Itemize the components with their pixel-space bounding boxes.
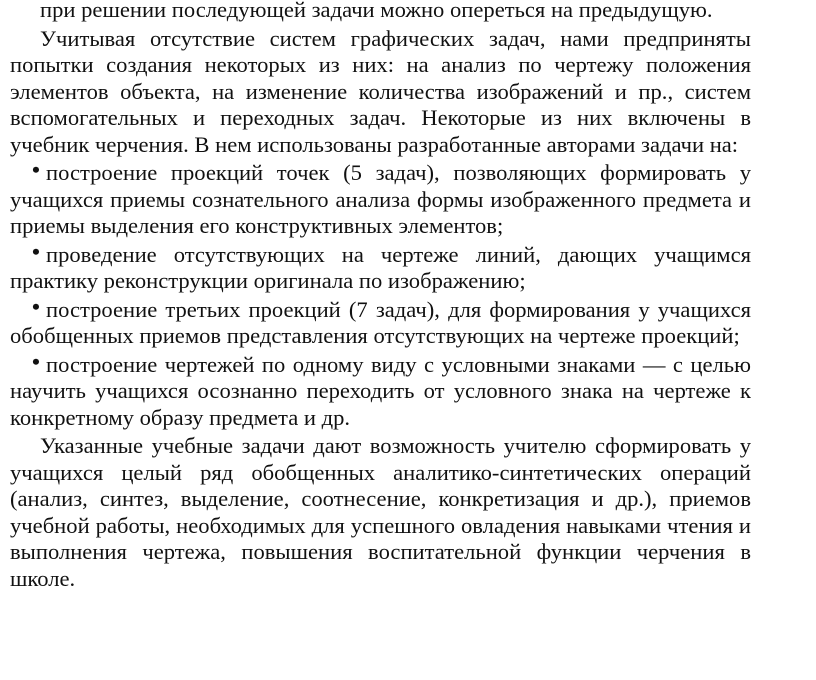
bullet-text: построение чертежей по одному виду с условными знаками — с целью научить учащихся осознанно переходить от условного знака на чертеже к конкретному образу предмета и др. bbox=[10, 351, 751, 430]
bullet-text: построение третьих проекций (7 задач), для формирования у учащихся обобщенных приемов представления отсутствующих на чертеже проекций; bbox=[10, 296, 751, 348]
bullet-item-2 bbox=[10, 238, 751, 295]
bullet-marker: • bbox=[32, 293, 40, 319]
bullet-text: построение проекций точек (5 задач), позволяющих формировать у учащихся приемы сознательного анализа формы изображенного предмета и приемы выделения его конструктивных элементов; bbox=[10, 160, 751, 238]
bullet-item-4 bbox=[10, 348, 751, 432]
paragraph-conclusion: Указанные учебные задачи дают возможность учителю сформировать у учащихся целый ряд обобщенных аналитико-синтетических операций (анализ, синтез, выделение, соотнесение, конкретизация и др.), приемов учебной работы, необходимых для успешного овладения навыками чтения и выполнения чертежа, повышения воспитательной функции черчения в школе. bbox=[10, 433, 751, 591]
paragraph-intro: Учитывая отсутствие систем графических задач, нами предприняты попытки создания некоторых из них: на анализ по чертежу положения элементов объекта, на изменение количества изображений и пр., систем вспомогательных и переходных задач. Некоторые из них включены в учебник черчения. В нем использованы разработанные авторами задачи на: bbox=[10, 25, 751, 157]
bullet-text: проведение отсутствующих на чертеже линий, дающих учащимся практику реконструкции оригинала по изображению; bbox=[10, 241, 751, 293]
bullet-marker: • bbox=[32, 238, 40, 264]
bullet-marker: • bbox=[32, 157, 40, 182]
bullet-item-3 bbox=[10, 293, 751, 350]
document-page bbox=[10, 0, 751, 592]
paragraph-continuation: при решении последующей задачи можно опереться на предыдущую. bbox=[40, 0, 713, 22]
bullet-marker: • bbox=[32, 348, 40, 374]
bullet-item-1 bbox=[10, 157, 751, 240]
